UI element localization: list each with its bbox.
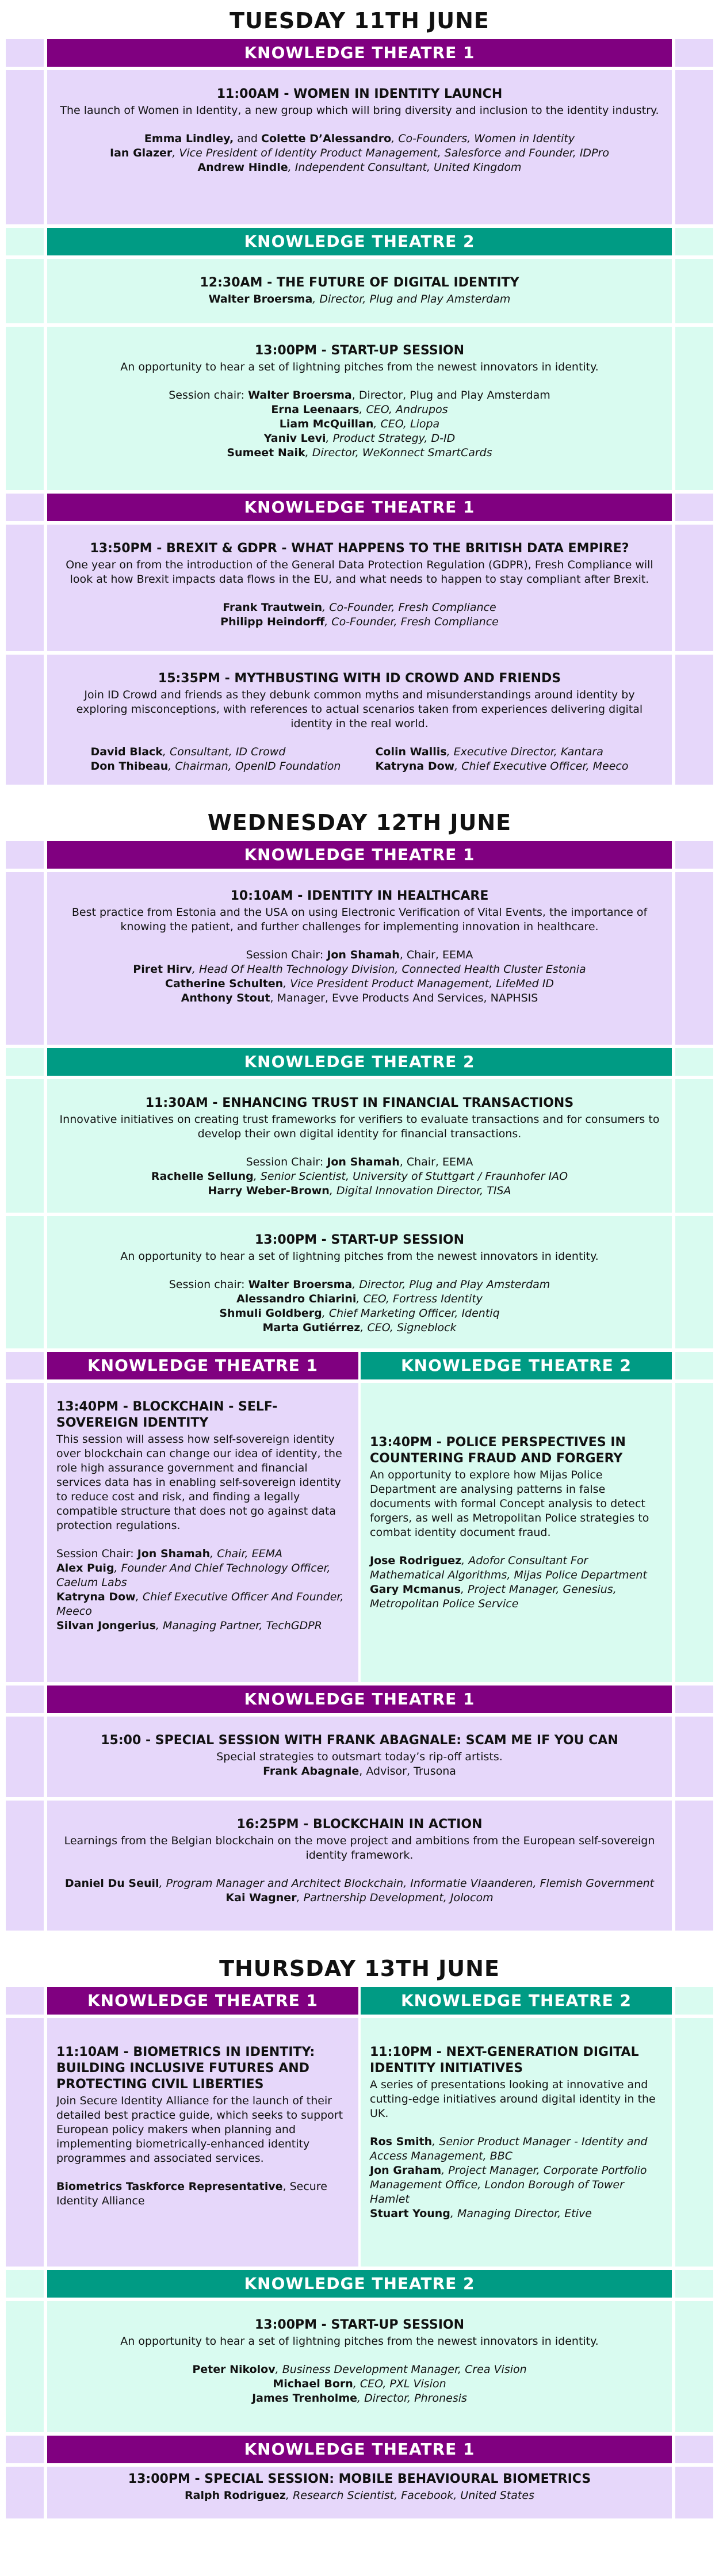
session-title: 13:40PM - BLOCKCHAIN - SELF-SOVEREIGN IDENTITY: [56, 1400, 278, 1430]
right-gutter: [675, 2270, 713, 2298]
left-gutter: [6, 1216, 44, 1348]
left-gutter: [6, 1987, 44, 2015]
left-gutter: [6, 1686, 44, 1713]
speaker-line: [370, 1583, 663, 1611]
speaker-name: Piret Hirv: [133, 963, 192, 976]
speaker-line: [56, 1561, 349, 1590]
speaker-line: [91, 745, 341, 759]
right-gutter: [675, 228, 713, 255]
session-card: [47, 2018, 358, 2219]
speaker-name: Rachelle Sellung: [151, 1170, 254, 1183]
session-title: 13:50PM - BREXIT & GDPR - WHAT HAPPENS TO THE BRITISH DATA EMPIRE?: [90, 541, 629, 556]
speaker-line: [59, 1306, 660, 1321]
speaker-role: , Executive Director, Kantara: [446, 746, 603, 758]
speaker-role: , Senior Scientist, University of Stuttgart / Fraunhofer IAO: [253, 1170, 568, 1183]
left-gutter: [6, 2270, 44, 2298]
speaker-name: Jose Rodriguez: [370, 1554, 462, 1567]
right-gutter: [675, 494, 713, 521]
session-description: Best practice from Estonia and the USA on using Electronic Verification of Vital Events, the importance of knowing the patient, and further challenges for implementing innovation in healthcare.: [71, 906, 648, 933]
session-card: [47, 259, 672, 323]
left-gutter: [6, 2436, 44, 2463]
speaker-role: , Project Manager, Corporate Portfolio Management Office, London Borough of Tower Hamlet: [370, 2164, 647, 2206]
session-card: [47, 525, 672, 651]
speaker-name: Alessandro Chiarini: [236, 1293, 357, 1305]
theatre-header: KNOWLEDGE THEATRE 2: [361, 1352, 672, 1379]
theatre-header: KNOWLEDGE THEATRE 2: [47, 2270, 672, 2298]
theatre-header: KNOWLEDGE THEATRE 1: [47, 494, 672, 521]
speaker-line: [59, 1876, 660, 1891]
session-description: An opportunity to hear a set of lightning pitches from the newest innovators in identity.: [120, 1250, 599, 1263]
session-card: [47, 70, 672, 224]
speaker-name: Peter Nikolov: [192, 2363, 276, 2376]
speaker-role: , Co-Founder, Fresh Compliance: [324, 616, 499, 628]
session-chair: [59, 948, 660, 962]
speaker-role: , Director, Plug and Play Amsterdam: [352, 1278, 550, 1291]
right-gutter: [675, 525, 713, 651]
session-description: Special strategies to outsmart today’s rip-off artists.: [216, 1751, 503, 1763]
session-title: 13:00PM - START-UP SESSION: [254, 2318, 465, 2332]
speaker-role: , CEO, PXL Vision: [353, 2378, 446, 2390]
left-gutter: [6, 327, 44, 490]
speaker-columns: [59, 745, 660, 774]
day-title-tuesday: TUESDAY 11TH JUNE: [230, 8, 489, 33]
speaker-role: , Director, Phronesis: [357, 2392, 467, 2405]
session-title: 10:10AM - IDENTITY IN HEALTHCARE: [230, 889, 489, 903]
speaker-name: Colin Wallis: [375, 746, 447, 758]
left-gutter: [6, 2301, 44, 2432]
session-card: [47, 2301, 672, 2432]
left-gutter: [6, 872, 44, 1045]
session-description: An opportunity to hear a set of lightning pitches from the newest innovators in identity.: [120, 361, 599, 373]
right-gutter: [675, 70, 713, 224]
speaker-line: [59, 1321, 660, 1335]
speaker-name: Jon Shamah: [327, 949, 400, 961]
speaker-role: , Program Manager and Architect Blockchain, Informatie Vlaanderen, Flemish Government: [159, 1877, 655, 1890]
left-gutter: [6, 1383, 44, 1682]
speaker-role: , Research Scientist, Facebook, United States: [285, 2489, 534, 2502]
speaker-line: [59, 446, 660, 460]
right-gutter: [675, 259, 713, 323]
speaker-name: Kai Wagner: [225, 1891, 297, 1904]
speaker-name: Katryna Dow: [56, 1591, 136, 1603]
speaker-line: [59, 962, 660, 977]
right-gutter: [675, 1717, 713, 1797]
speaker-role: , CEO, Signeblock: [360, 1321, 457, 1334]
speaker-line: [59, 1292, 660, 1306]
speaker-name: Ian Glazer: [110, 147, 173, 159]
speaker-name: Biometrics Taskforce Representative: [56, 2180, 283, 2193]
speaker-line: [59, 417, 660, 431]
left-gutter: [6, 494, 44, 521]
speaker-line: [59, 132, 660, 146]
session-card: [47, 1383, 358, 1644]
session-card: [47, 1216, 672, 1348]
session-description: This session will assess how self-sovereign identity over blockchain can change our idea of identity, the role high assurance government and financial services data has in enabling self-sovereign identity to reduce cost and risk, and finding a legally compatible structure that does not go against data protection regulations.: [56, 1433, 342, 1532]
right-gutter: [675, 39, 713, 67]
left-gutter: [6, 259, 44, 323]
speaker-role: , Co-Founders, Women in Identity: [391, 132, 575, 145]
right-gutter: [675, 2018, 713, 2267]
theatre-header: KNOWLEDGE THEATRE 1: [47, 1686, 672, 1713]
speaker-role: , Partnership Development, Jolocom: [296, 1891, 494, 1904]
speaker-name: Frank Abagnale: [263, 1765, 360, 1778]
speaker-name: Anthony Stout: [181, 992, 270, 1004]
theatre-header: KNOWLEDGE THEATRE 1: [47, 1352, 358, 1379]
session-description: The launch of Women in Identity, a new group which will bring diversity and inclusion to the identity industry.: [60, 104, 659, 117]
left-gutter: [6, 2467, 44, 2518]
session-description: One year on from the introduction of the General Data Protection Regulation (GDPR), Fresh Compliance will look at how Brexit impacts data flows in the EU, and what needs to happen to stay compliant after Brexit.: [66, 559, 653, 586]
session-title: 13:00PM - START-UP SESSION: [254, 1233, 465, 1247]
speaker-role: , Chief Executive Officer And Founder, Meeco: [56, 1591, 344, 1618]
speaker-name: David Black: [90, 746, 163, 758]
speaker-role: , Digital Innovation Director, TISA: [329, 1184, 511, 1197]
speaker-role: , Managing Partner, TechGDPR: [155, 1619, 322, 1632]
left-gutter: [6, 1801, 44, 1931]
left-gutter: [6, 841, 44, 869]
speaker-name: Don Thibeau: [90, 760, 169, 773]
speaker-name: Silvan Jongerius: [56, 1619, 156, 1632]
speaker-line: [59, 292, 660, 307]
speaker-name: Gary Mcmanus: [370, 1583, 461, 1596]
left-gutter: [6, 655, 44, 785]
session-title: 11:10AM - BIOMETRICS IN IDENTITY: BUILDING INCLUSIVE FUTURES AND PROTECTING CIVIL LIBERTIES: [56, 2045, 315, 2092]
speaker-name: Katryna Dow: [375, 760, 455, 773]
session-title: 15:00 - SPECIAL SESSION WITH FRANK ABAGNALE: SCAM ME IF YOU CAN: [101, 1733, 618, 1748]
right-gutter: [675, 1048, 713, 1076]
speaker-role: , Chief Executive Officer, Meeco: [454, 760, 629, 773]
speaker-name: Walter Broersma: [248, 1278, 353, 1291]
speaker-role: , Director, Plug and Play Amsterdam: [312, 293, 511, 305]
speaker-line: [56, 1590, 349, 1619]
speaker-line: [370, 2207, 663, 2221]
speaker-name: Marta Gutiérrez: [262, 1321, 361, 1334]
right-gutter: [675, 2301, 713, 2432]
speaker-role: , Product Strategy, D-ID: [326, 432, 456, 445]
speaker-name: Erna Leenaars: [271, 403, 360, 416]
session-title: 13:40PM - POLICE PERSPECTIVES IN COUNTERING FRAUD AND FORGERY: [370, 1435, 626, 1466]
left-gutter: [6, 1048, 44, 1076]
right-gutter: [675, 1987, 713, 2015]
speaker-name: Alex Puig: [56, 1562, 114, 1574]
speaker-line: [59, 1184, 660, 1198]
session-chair: [56, 1547, 349, 1561]
left-gutter: [6, 70, 44, 224]
right-gutter: [675, 1686, 713, 1713]
session-card: [47, 327, 672, 490]
chair-label: Session Chair:: [246, 1156, 327, 1168]
speaker-name: Michael Born: [273, 2378, 353, 2390]
session-title: 13:00PM - START-UP SESSION: [254, 343, 465, 358]
speaker-role: , Chair, EEMA: [210, 1547, 282, 1560]
speaker-line: [59, 1169, 660, 1184]
speaker-line: [91, 759, 341, 774]
session-card: [47, 1079, 672, 1213]
speaker-line: [59, 2363, 660, 2377]
speaker-name: Catherine Schulten: [165, 977, 284, 990]
theatre-header: KNOWLEDGE THEATRE 1: [47, 1987, 358, 2015]
speaker-line: [59, 2489, 660, 2503]
right-gutter: [675, 1383, 713, 1682]
session-description: An opportunity to explore how Mijas Police Department are analysing patterns in false documents with formal Concept analysis to detect forgers, as well as Metropolitan Police strategies to combat identity document fraud.: [370, 1469, 649, 1539]
speaker-line: [370, 1554, 663, 1583]
speaker-role: , Managing Director, Etive: [450, 2207, 592, 2220]
left-gutter: [6, 525, 44, 651]
speaker-line: [59, 431, 660, 446]
speaker-role: , Head Of Health Technology Division, Connected Health Cluster Estonia: [192, 963, 586, 976]
session-card: [47, 1717, 672, 1797]
speaker-name: Yaniv Levi: [263, 432, 326, 445]
speaker-line: [56, 1619, 349, 1633]
session-title: 12:30AM - THE FUTURE OF DIGITAL IDENTITY: [200, 276, 519, 290]
speaker-name: Ros Smith: [370, 2135, 433, 2148]
speaker-line: [375, 759, 628, 774]
speaker-line: [56, 2180, 349, 2208]
speaker-line: [59, 615, 660, 629]
speaker-name: Shmuli Goldberg: [219, 1307, 322, 1320]
speaker-role: , Chairman, OpenID Foundation: [168, 760, 341, 773]
session-card: [47, 872, 672, 1045]
right-gutter: [675, 655, 713, 785]
session-description: Innovative initiatives on creating trust frameworks for verifiers to evaluate transactions and for consumers to develop their own digital identity for financial transactions.: [59, 1113, 660, 1140]
session-title: 11:00AM - WOMEN IN IDENTITY LAUNCH: [216, 87, 503, 101]
session-chair: [59, 1155, 660, 1169]
chair-label: Session chair:: [169, 389, 248, 402]
speaker-name: Jon Shamah: [137, 1547, 211, 1560]
session-card: [47, 655, 672, 785]
speaker-line: [59, 146, 660, 160]
session-title: 11:30AM - ENHANCING TRUST IN FINANCIAL TRANSACTIONS: [145, 1096, 574, 1110]
speaker-line: [59, 403, 660, 417]
speaker-role: , Co-Founder, Fresh Compliance: [322, 601, 496, 614]
theatre-header: KNOWLEDGE THEATRE 1: [47, 2436, 672, 2463]
speaker-name: Philipp Heindorff: [220, 616, 325, 628]
theatre-header: KNOWLEDGE THEATRE 2: [47, 228, 672, 255]
speaker-name: Frank Trautwein: [223, 601, 323, 614]
speaker-line: [370, 2164, 663, 2207]
theatre-header: KNOWLEDGE THEATRE 2: [47, 1048, 672, 1076]
speaker-role: , Manager, Evve Products And Services, NAPHSIS: [270, 992, 538, 1004]
speaker-role: , Independent Consultant, United Kingdom: [288, 161, 522, 174]
right-gutter: [675, 872, 713, 1045]
speaker-name: Colette D’Alessandro: [261, 132, 392, 145]
right-gutter: [675, 2436, 713, 2463]
day-title-wednesday: WEDNESDAY 12TH JUNE: [207, 810, 512, 835]
speaker-role: , Chair, EEMA: [399, 949, 473, 961]
speaker-role: , Founder And Chief Technology Officer, Caelum Labs: [56, 1562, 331, 1589]
speaker-line: [59, 2377, 660, 2391]
speaker-name: James Trenholme: [252, 2392, 358, 2405]
right-gutter: [675, 841, 713, 869]
speaker-role: , Vice President Product Management, LifeMed ID: [283, 977, 554, 990]
speaker-role: , Business Development Manager, Crea Vision: [275, 2363, 527, 2376]
speaker-role: , Adofor Consultant For Mathematical Algorithms, Mijas Police Department: [370, 1554, 647, 1581]
session-card: [361, 1383, 672, 1622]
speaker-name: Walter Broersma: [208, 293, 313, 305]
chair-label: Session chair:: [169, 1278, 248, 1291]
speaker-name: Liam McQuillan: [279, 418, 374, 430]
session-description: Join ID Crowd and friends as they debunk common myths and misunderstandings around identity by exploring misconceptions, with references to actual scenarios taken from experiences delivering digital identity in the real world.: [76, 689, 643, 730]
speaker-role: , Senior Product Manager - Identity and Access Management, BBC: [370, 2135, 648, 2162]
session-description: Join Secure Identity Alliance for the launch of their detailed best practice guide, which seeks to support European policy makers when planning and implementing biometrically-enhanced identity programmes and associated services.: [56, 2095, 343, 2165]
left-gutter: [6, 1717, 44, 1797]
day-title-thursday: THURSDAY 13TH JUNE: [219, 1956, 500, 1981]
right-gutter: [675, 1352, 713, 1379]
theatre-header: KNOWLEDGE THEATRE 2: [361, 1987, 672, 2015]
session-title: 16:25PM - BLOCKCHAIN IN ACTION: [236, 1817, 483, 1832]
left-gutter: [6, 39, 44, 67]
session-title: 11:10PM - NEXT-GENERATION DIGITAL IDENTITY INITIATIVES: [370, 2045, 639, 2076]
speaker-role: , Advisor, Trusona: [359, 1765, 456, 1778]
speaker-line: [59, 601, 660, 615]
speaker-role: , Chief Marketing Officer, Identiq: [322, 1307, 500, 1320]
chair-label: Session Chair:: [56, 1547, 137, 1560]
right-gutter: [675, 1216, 713, 1348]
speaker-role: , Vice President of Identity Product Management, Salesforce and Founder, IDPro: [172, 147, 609, 159]
speaker-line: [59, 160, 660, 175]
session-description: A series of presentations looking at innovative and cutting-edge initiatives around digital identity in the UK.: [370, 2078, 656, 2120]
speaker-name: Walter Broersma: [248, 389, 352, 402]
session-title: 15:35PM - MYTHBUSTING WITH ID CROWD AND FRIENDS: [158, 671, 561, 686]
right-gutter: [675, 327, 713, 490]
theatre-header: KNOWLEDGE THEATRE 1: [47, 39, 672, 67]
speaker-line: [59, 2391, 660, 2406]
right-gutter: [675, 1801, 713, 1931]
speaker-name: Harry Weber-Brown: [208, 1184, 330, 1197]
speaker-line: [59, 977, 660, 991]
speaker-role: , Chair, EEMA: [399, 1156, 473, 1168]
session-chair: [59, 1278, 660, 1292]
speaker-role: , CEO, Liopa: [373, 418, 440, 430]
session-description: Learnings from the Belgian blockchain on the move project and ambitions from the European self-sovereign identity framework.: [64, 1834, 655, 1862]
speaker-role: , Secure Identity Alliance: [56, 2180, 327, 2207]
speaker-name: Jon Shamah: [327, 1156, 400, 1168]
speaker-role: , CEO, Andrupos: [359, 403, 448, 416]
speaker-line: [375, 745, 628, 759]
speaker-name: Daniel Du Seuil: [64, 1877, 159, 1890]
speaker-role: , Project Manager, Genesius, Metropolitan Police Service: [370, 1583, 617, 1610]
session-card: [361, 2018, 672, 2231]
chair-label: Session Chair:: [246, 949, 327, 961]
right-gutter: [675, 1079, 713, 1213]
speaker-role: , CEO, Fortress Identity: [356, 1293, 483, 1305]
left-gutter: [6, 228, 44, 255]
speaker-role: , Consultant, ID Crowd: [162, 746, 286, 758]
left-gutter: [6, 1352, 44, 1379]
speaker-role: , Director, Plug and Play Amsterdam: [351, 389, 550, 402]
speaker-name: Andrew Hindle: [197, 161, 288, 174]
speaker-name: Ralph Rodriguez: [185, 2489, 286, 2502]
session-card: [47, 2467, 672, 2518]
speaker-line: [59, 1891, 660, 1905]
session-chair: [59, 388, 660, 403]
left-gutter: [6, 1079, 44, 1213]
speaker-line: [59, 1764, 660, 1779]
speaker-line: [370, 2135, 663, 2164]
speaker-role: , Director, WeKonnect SmartCards: [305, 446, 492, 459]
theatre-header: KNOWLEDGE THEATRE 1: [47, 841, 672, 869]
session-title: 13:00PM - SPECIAL SESSION: MOBILE BEHAVIOURAL BIOMETRICS: [128, 2472, 591, 2486]
speaker-name: Sumeet Naik: [227, 446, 305, 459]
speaker-name: Stuart Young: [370, 2207, 450, 2220]
speaker-name: Emma Lindley,: [144, 132, 234, 145]
left-gutter: [6, 2018, 44, 2267]
speaker-line: [59, 991, 660, 1006]
right-gutter: [675, 2467, 713, 2518]
speaker-name: Jon Graham: [370, 2164, 442, 2177]
conjunction: and: [234, 132, 262, 145]
session-card: [47, 1801, 672, 1931]
session-description: An opportunity to hear a set of lightning pitches from the newest innovators in identity.: [120, 2335, 599, 2348]
